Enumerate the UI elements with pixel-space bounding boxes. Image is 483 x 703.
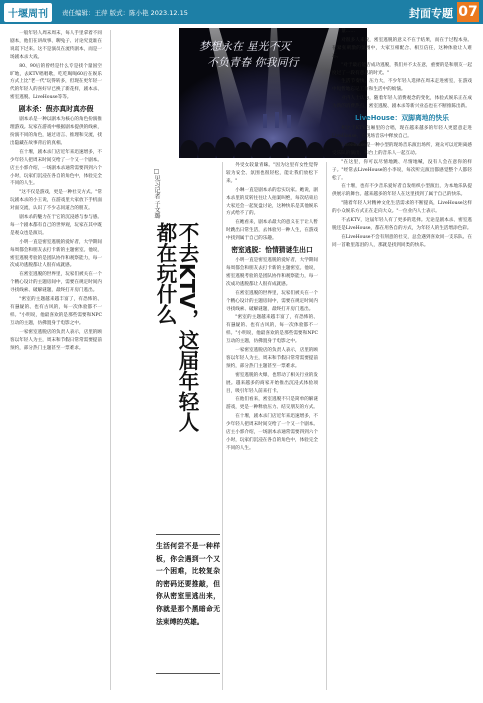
paragraph: 外受女较量青睐。"因为这里有女性觉得较为安全、氛围也很轻松，能让我们放松下来。" bbox=[226, 163, 318, 184]
right-column bbox=[332, 28, 472, 692]
paragraph: 在十堰，剧本杀门店近年来迅速增多，不少年轻人把周末时间交给了一个又一个剧本。店主小郭介绍，一场剧本杀通常需要四到六个小时，玩家们沉浸在各自的角色中，体验完全不同的人生。 bbox=[226, 414, 318, 451]
paragraph: "这不仅是游戏，更是一种社交方式。"常玩剧本杀的小王说，在游戏里大家放下手机面对面交流，认识了不少志同道合的朋友。 bbox=[10, 190, 102, 212]
paragraph: 在LiveHouse不会有刻意的社交，总会遇到喜欢同一支乐队、在同一首歌里落泪的人，那就是找到同类的快乐。 bbox=[332, 234, 472, 248]
column-divider bbox=[222, 162, 223, 690]
newspaper-brand: 十堰周刊 bbox=[4, 3, 52, 22]
paragraph: 剧本杀是一种以剧本为核心的角色扮演推理游戏。玩家在游戏中根据剧本提供的线索，扮演不同的角色，通过语言、推理和交流，找出隐藏在故事背后的真相。 bbox=[10, 117, 102, 146]
subheading-livehouse: LiveHouse：双脚离地的快乐 bbox=[355, 114, 449, 123]
paragraph: 量…… bbox=[341, 29, 355, 34]
paragraph: 生活节奏快、压力大，不少年轻人选择在周末走进密室，在游戏中短暂地忘记工作和生活中的烦恼。 bbox=[332, 79, 472, 93]
paragraph: "随着年轻人对精神文化生活需求的不断提高，LiveHouse这样的小众娱乐方式正在走向大众。"一位业内人士表示。 bbox=[332, 201, 472, 215]
paragraph: 小明一直是密室逃脱的爱好者，大学期间每周都会和朋友去打卡新的主题密室。他说，密室逃脱考验的是团队协作和观察能力，每一次成功逃脱都让人很有成就感。 bbox=[226, 258, 318, 287]
paragraph: 在她看来，剧本杀最大的意义在于让人暂时跳出日常生活，去体验另一种人生，在游戏中找到属于自己的乐趣。 bbox=[226, 220, 318, 242]
editor-meta: 责任编辑：王萍 版式：陈小艳 2023.12.15 bbox=[62, 8, 188, 17]
column-divider bbox=[110, 30, 111, 690]
paragraph: 对很多人来说，密室逃脱的意义不在于结果，而在于过程本身。在紧张刺激的氛围中，大家互相配合、相互信任，这种体验让人难忘。 bbox=[332, 37, 472, 59]
pull-quote-text: 生活何尝不是一种样板，你会遇到一个又一个困难，比较复杂的密码还要推敲，但你从密室里逃出来，你就是那个黑暗命无法束缚的英雄。 bbox=[156, 542, 220, 626]
subheading-script-kill: 剧本杀：假亦真时真亦假 bbox=[18, 105, 94, 114]
paragraph: 剧本杀的魅力在于它的沉浸感与参与感。每一个剧本都有自己的世界观，玩家在其中既是观众也是演员。 bbox=[10, 215, 102, 236]
paragraph: "密室的主题越来越丰富了，有恐怖的、有悬疑的、也有古风的，每一次体验都不一样。"小明说，他最喜欢的是那些需要和NPC互动的主题，仿佛置身于电影之中。 bbox=[10, 297, 102, 326]
section-title: 封面专题 bbox=[409, 7, 453, 20]
page-number: 07 bbox=[458, 4, 478, 20]
paragraph: 在密室逃脱的世界里，玩家们被关在一个个精心设计的主题房间中，需要在规定时间内寻找线索、破解谜题，最终打开房门逃出。 bbox=[226, 290, 318, 312]
photo-caption-line-1: 梦想永在 星光不灭 bbox=[199, 40, 291, 53]
paragraph: 在他们看来，密室逃脱不只是简单的解谜游戏，更是一种释放压力、结交朋友的方式。 bbox=[226, 397, 318, 411]
paragraph: 一家密室逃脱店的负责人表示，店里的顾客以年轻人为主，周末和节假日常常需要提前预约，部分热门主题甚至一票难求。 bbox=[10, 329, 102, 351]
paragraph: 在密室逃脱的世界里，玩家们被关在一个个精心设计的主题房间中，需要在规定时间内寻找线索、破解谜题，最终打开房门逃出。 bbox=[10, 272, 102, 294]
paragraph: 密室逃脱的火爆，也带动了相关行业的发展。越来越多的商家开始推出沉浸式体验项目，吸引年轻人前来打卡。 bbox=[226, 372, 318, 394]
paragraph: 小琳一直是剧本杀的忠实玩家。她说，剧本杀里的反转往往让人拍案叫绝，每次结束后大家还会一起复盘讨论，这种快乐是其他娱乐方式给不了的。 bbox=[226, 187, 318, 217]
paragraph: LiveHouse是一种小型的现场音乐演出场所，观众可以近距离感受乐队的演出，和台上的音乐人一起互动。 bbox=[332, 142, 472, 156]
paragraph: "在这里，你可以尽情地跳、尽情地喊，没有人会在意你的样子。"经常去LiveHouse的小李说，每次听完演出都感觉整个人都轻松了。 bbox=[332, 159, 472, 181]
column-divider bbox=[326, 162, 327, 690]
paragraph: 不去KTV，这届年轻人有了更多的选择。无论是剧本杀、密室逃脱还是LiveHouse，都在用各自的方式，为年轻人的生活增添色彩。 bbox=[332, 218, 472, 231]
paragraph: 在十堰，也有不少音乐爱好者自发组织小型演出，为本地乐队提供展示的舞台。越来越多的年轻人在这里找到了属于自己的快乐。 bbox=[332, 184, 472, 198]
subheading-escape-room: 密室逃脱：恰情猜谜生出口 bbox=[231, 246, 313, 255]
header-bar bbox=[0, 0, 483, 24]
paragraph: "对于最后能否成功逃脱，我们并不太在意，重要的是和朋友一起度过了一段有意思的时光。" bbox=[332, 62, 472, 76]
paragraph: 一家密室逃脱店的负责人表示，店里的顾客以年轻人为主，周末和节假日常常需要提前预约，部分热门主题甚至一票难求。 bbox=[226, 348, 318, 369]
paragraph: 业内人士认为，随着年轻人消费观念的变化，体验式娱乐正在成为新的消费热点，密室逃脱、剧本杀等新兴业态也在不断推陈出新。 bbox=[332, 96, 472, 110]
paragraph: "密室的主题越来越丰富了，有恐怖的、有悬疑的、也有古风的，每一次体验都不一样。"小明说，他最喜欢的是那些需要和NPC互动的主题，仿佛置身于电影之中。 bbox=[226, 315, 318, 345]
pull-quote bbox=[156, 534, 220, 674]
paragraph: 在十堰，剧本杀门店近年来迅速增多，不少年轻人把周末时间交给了一个又一个剧本。店主小郭介绍，一场剧本杀通常需要四到六个小时，玩家们沉浸在各自的角色中，体验完全不同的人生。 bbox=[10, 149, 102, 187]
paragraph: 小明一直是密室逃脱的爱好者，大学期间每周都会和朋友去打卡新的主题密室。他说，密室逃脱考验的是团队协作和观察能力，每一次成功逃脱都让人很有成就感。 bbox=[10, 239, 102, 269]
left-column bbox=[10, 30, 102, 692]
paragraph: 相比于KTV包厢里的合唱，现在越来越多的年轻人更愿意走进LiveHouse，在现场音乐中释放自己。 bbox=[332, 126, 472, 139]
byline: □见习记者 子文璐 bbox=[153, 168, 160, 219]
paragraph: 80、90后的曾经是什么专是找个量国空旷地，去KTV唱唱歌，吃吃喝喝60后在娱乐方式上比"老一代"玩得转多，但现在更年轻一代的年轻人的喜好早已换了新花样，剧本杀、密室逃脱、LiveHouse等等。 bbox=[10, 63, 102, 101]
photo-caption-line-2: 不负青春 你我同行 bbox=[207, 56, 299, 69]
headline: 不去KTV，这届年轻人都在玩什么 bbox=[153, 222, 199, 432]
paragraph: 一般年轻人周末周末，每人手里拿着不同剧本，他们在讲故事、聊兔子、讨论究竟谁在说谎下过来。这不是演员在流传剧本，而是一场剧本杀大戏。 bbox=[10, 31, 102, 60]
middle-column bbox=[226, 162, 318, 692]
